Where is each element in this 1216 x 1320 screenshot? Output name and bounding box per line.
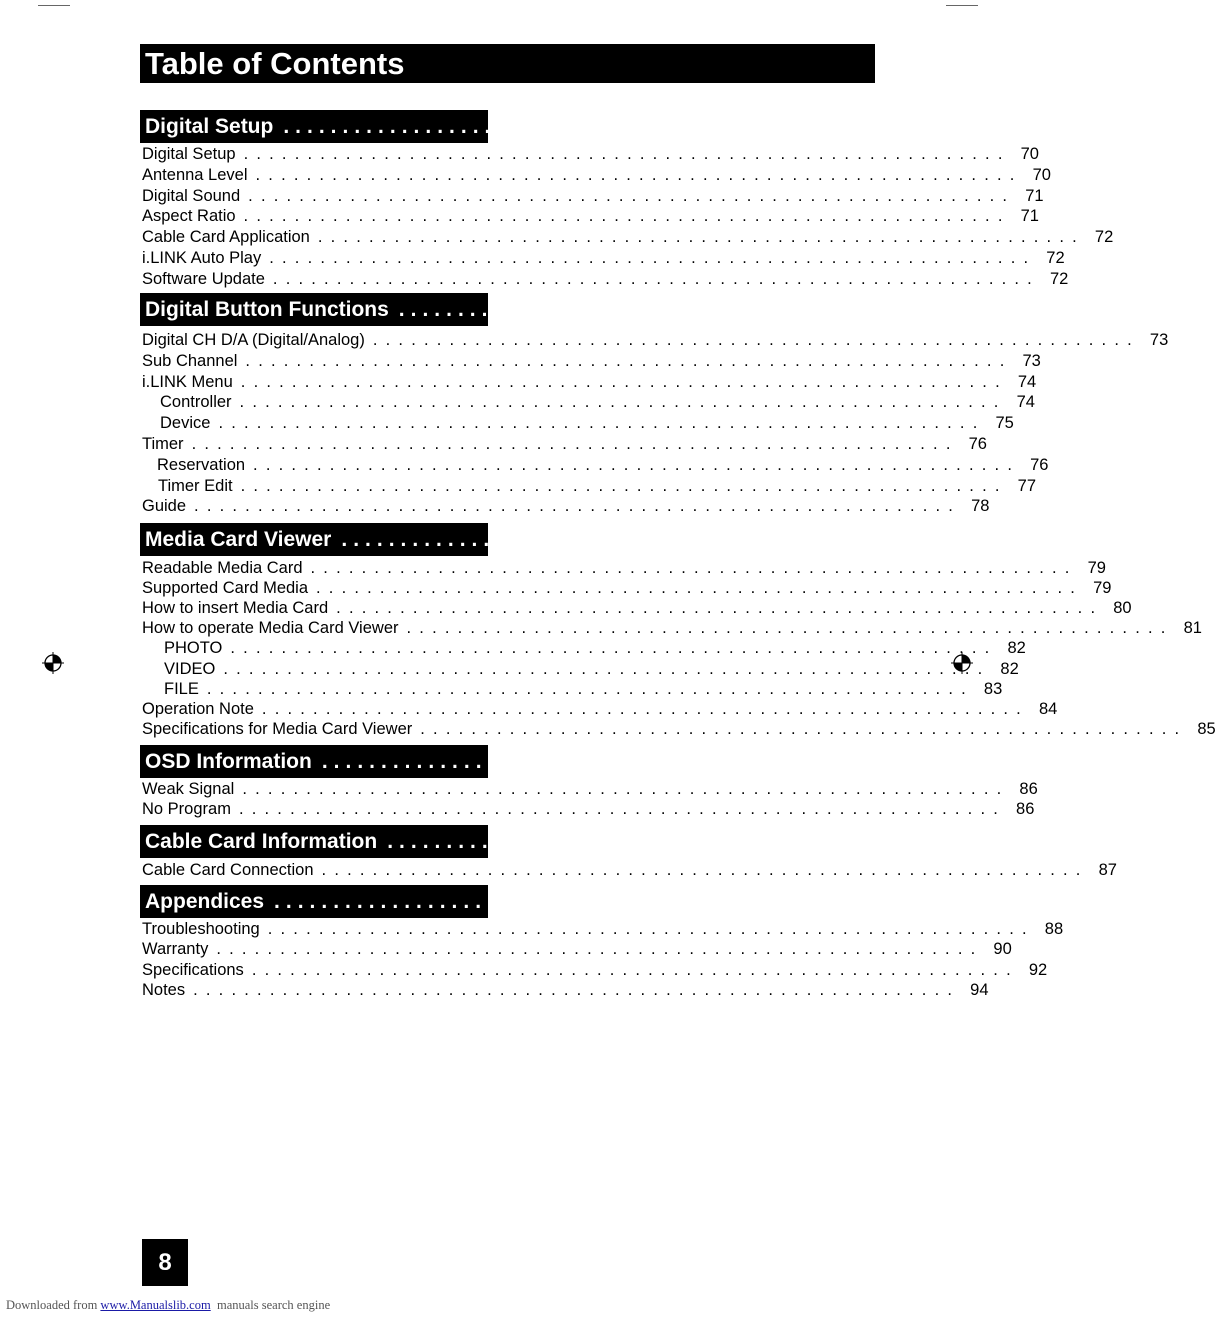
toc-entry [140,980,989,1000]
page-title-bar [140,44,875,83]
entry-title: FILE [164,679,199,698]
entry-page: 81 [1183,619,1202,638]
entry-page: 70 [1020,145,1039,163]
entry-title: i.LINK Menu [142,372,233,391]
entry-page: 72 [1094,228,1114,247]
dot-leader: ............................................................ [240,476,1008,495]
entry-title: Supported Card Media [142,579,309,598]
dot-leader: ............................................................ [283,114,994,138]
dot-leader: ............................................................ [216,940,984,959]
dot-leader: ............................................................ [321,749,1032,773]
entry-page: 71 [1020,207,1039,226]
entry-title: Warranty [142,940,209,959]
entry-title: PHOTO [164,639,223,658]
toc-entry [140,144,1039,164]
toc-entry [140,558,1106,578]
dot-leader: ............................................................ [218,414,986,433]
dot-leader: ............................................................ [310,559,1078,577]
toc-entry [140,269,1069,289]
entry-page: 84 [1038,699,1058,718]
dot-leader: ............................................................ [341,527,1052,551]
toc-entry [140,413,1014,433]
footer-prefix: Downloaded from [6,1298,98,1312]
dot-leader: ............................................................ [248,186,1016,205]
toc-entry [140,372,1037,392]
section-heading [140,825,1129,858]
section-title: Digital Button Functions [145,297,389,321]
toc-entry [140,939,1012,959]
page-number: 8 [142,1239,188,1286]
toc-entry [140,496,990,516]
entry-title: Sub Channel [142,351,238,370]
dot-leader: ............................................................ [240,372,1008,391]
dot-leader: ............................................................ [245,351,1013,370]
toc-entry [140,779,1038,799]
dot-leader: ............................................................ [267,920,1035,938]
entry-page: 74 [1016,393,1035,412]
toc-entry [140,165,1051,185]
entry-title: Guide [142,497,187,516]
toc-entry [140,578,1112,598]
dot-leader: ............................................................ [272,269,1040,288]
entry-title: Timer [142,435,184,453]
entry-title: How to insert Media Card [142,599,329,618]
toc-entry [140,638,1026,658]
dot-leader: ............................................................ [242,780,1010,798]
dot-leader: ............................................................ [251,960,1019,979]
entry-title: Digital Setup [142,145,236,163]
toc-entry [140,248,1065,268]
entry-title: How to operate Media Card Viewer [142,619,399,638]
entry-page: 72 [1046,249,1065,267]
dot-leader: ............................................................ [398,297,1109,321]
entry-title: Readable Media Card [142,559,303,577]
footer-suffix: manuals search engine [216,1298,331,1312]
page-title: Table of Contents [145,46,405,81]
entry-title: Specifications [142,960,244,979]
dot-leader: ............................................................ [206,679,974,698]
section-heading [140,293,1141,326]
toc-entry [140,227,1114,247]
entry-page: 71 [1025,186,1044,205]
section-page: 79 [1059,527,1083,551]
entry-page: 79 [1087,559,1106,577]
section-page: 87 [1105,829,1129,853]
entry-page: 86 [1016,800,1035,818]
dot-leader: ............................................................ [406,619,1174,638]
footer-link[interactable]: www.Manualslib.com [100,1298,211,1312]
entry-title: Digital Sound [142,186,241,205]
entry-title: i.LINK Auto Play [142,249,262,267]
section-title: Media Card Viewer [145,527,332,551]
entry-title: Cable Card Application [142,228,310,247]
entry-page: 78 [971,497,990,516]
dot-leader: ............................................................ [223,659,991,678]
dot-leader: ............................................................ [191,435,959,453]
section-page: 88 [992,889,1016,913]
entry-title: Operation Note [142,699,254,718]
toc-entry [140,476,1036,496]
dot-leader: ............................................................ [243,145,1011,163]
entry-page: 79 [1093,579,1112,598]
section-heading [140,885,1016,918]
entry-title: Reservation [157,455,246,474]
dot-leader: ............................................................ [336,599,1104,618]
section-heading [140,523,1083,556]
toc-entry [140,330,1169,350]
toc-entry [140,919,1064,939]
entry-title: Notes [142,981,186,1000]
entry-page: 82 [1007,639,1026,658]
entry-title: Device [160,414,211,433]
dot-leader: ............................................................ [238,800,1007,818]
entry-page: 77 [1017,476,1036,495]
entry-page: 86 [1019,780,1038,798]
dot-leader: ............................................................ [239,393,1007,412]
entry-title: Specifications for Media Card Viewer [142,719,413,738]
entry-page: 90 [993,940,1012,959]
toc-entry [140,799,1035,819]
dot-leader: ............................................................ [387,829,1098,853]
section-title: Cable Card Information [145,829,378,853]
entry-title: Timer Edit [158,476,233,495]
toc-entry [140,860,1117,880]
entry-page: 80 [1113,599,1132,618]
section-page: 73 [1116,297,1141,321]
dot-leader: ............................................................ [321,861,1089,879]
section-heading [140,745,1064,778]
entry-title: VIDEO [164,659,216,678]
entry-page: 94 [970,981,989,1000]
dot-leader: ............................................................ [230,639,998,658]
dot-leader: ............................................................ [274,889,985,913]
dot-leader: ............................................................ [372,331,1140,349]
dot-leader: ............................................................ [253,455,1021,474]
dot-leader: ............................................................ [193,981,961,1000]
dot-leader: ............................................................ [317,228,1085,247]
entry-page: 92 [1028,960,1048,979]
section-page: 70 [1001,114,1025,138]
toc-entry [140,659,1019,679]
entry-page: 87 [1098,861,1117,879]
toc-entry [140,960,1048,980]
section-title: Appendices [145,889,265,913]
crop-mark-left [38,5,70,6]
section-page: 86 [1039,749,1064,773]
dot-leader: ............................................................ [420,719,1188,738]
toc-entry [140,206,1039,226]
toc-entry [140,186,1044,206]
crop-mark-right [946,5,978,6]
entry-page: 72 [1049,269,1069,288]
entry-title: No Program [142,800,231,818]
entry-title: Aspect Ratio [142,207,236,226]
toc-entry [140,699,1058,719]
toc-entry [140,455,1049,475]
dot-leader: ............................................................ [316,579,1084,598]
entry-page: 88 [1044,920,1064,938]
download-footer [6,1298,330,1313]
toc-entry [140,434,987,454]
entry-title: Digital CH D/A (Digital/Analog) [142,331,365,349]
entry-page: 76 [1030,455,1049,474]
entry-page: 85 [1197,719,1216,738]
entry-title: Troubleshooting [142,920,260,938]
toc-entry [140,351,1041,371]
section-title: OSD Information [145,749,312,773]
toc-entry [140,618,1202,638]
toc-entry [140,719,1216,739]
dot-leader: ............................................................ [261,699,1029,718]
entry-page: 83 [983,679,1003,698]
dot-leader: ............................................................ [194,497,962,516]
toc-entry [140,392,1035,412]
registration-mark-icon [42,652,64,674]
entry-title: Software Update [142,269,265,288]
toc-entry [140,679,1003,699]
toc-entry [140,598,1132,618]
section-heading [140,110,1025,143]
entry-page: 76 [968,435,987,453]
entry-title: Antenna Level [142,165,248,184]
entry-title: Cable Card Connection [142,861,314,879]
entry-page: 73 [1022,351,1041,370]
entry-page: 75 [995,414,1014,433]
section-title: Digital Setup [145,114,274,138]
entry-title: Controller [160,393,232,412]
entry-page: 70 [1032,165,1051,184]
entry-page: 73 [1149,331,1169,349]
dot-leader: ............................................................ [255,165,1023,184]
dot-leader: ............................................................ [269,249,1037,267]
entry-page: 82 [1000,659,1019,678]
dot-leader: ............................................................ [243,207,1011,226]
entry-title: Weak Signal [142,780,235,798]
entry-page: 74 [1017,372,1037,391]
